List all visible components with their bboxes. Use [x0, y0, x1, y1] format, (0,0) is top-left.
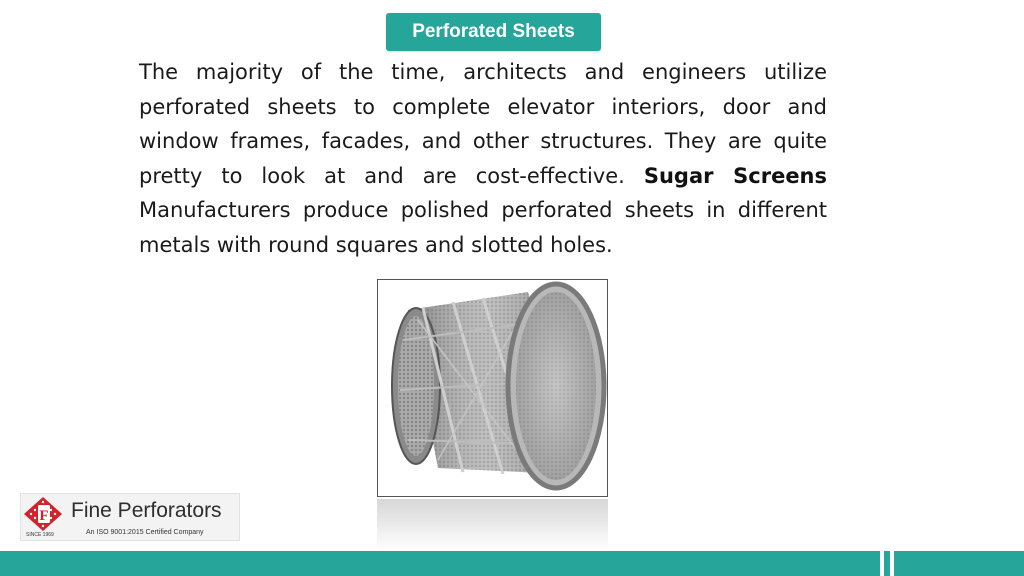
logo-since-year: SINCE 1969	[26, 532, 54, 538]
image-reflection	[377, 499, 608, 551]
logo-tagline: An ISO 9001:2015 Certified Company	[86, 529, 204, 536]
paragraph-text-start: The majority of the time, architects and engineers utilize perforated sheets to complete elevator interiors, door and window frames, facades, and other structures. They are quite pretty to look at and are cost-effective.	[139, 60, 827, 188]
logo-company-name: Fine Perforators	[71, 499, 222, 522]
svg-text:F: F	[39, 508, 49, 524]
company-logo	[20, 493, 240, 541]
footer-divider-left	[880, 551, 884, 576]
footer-bar	[0, 551, 1024, 576]
product-image	[377, 279, 608, 497]
body-paragraph	[139, 55, 827, 262]
fine-perforators-logo-icon	[23, 496, 63, 532]
footer-divider-right	[890, 551, 894, 576]
perforated-cylinder-screen-image	[378, 280, 607, 496]
paragraph-text-end: Manufacturers produce polished perforated sheets in different metals with round squares and slotted holes.	[139, 198, 827, 257]
slide-title: Perforated Sheets	[386, 13, 601, 51]
brand-name: Sugar Screens	[643, 163, 828, 188]
